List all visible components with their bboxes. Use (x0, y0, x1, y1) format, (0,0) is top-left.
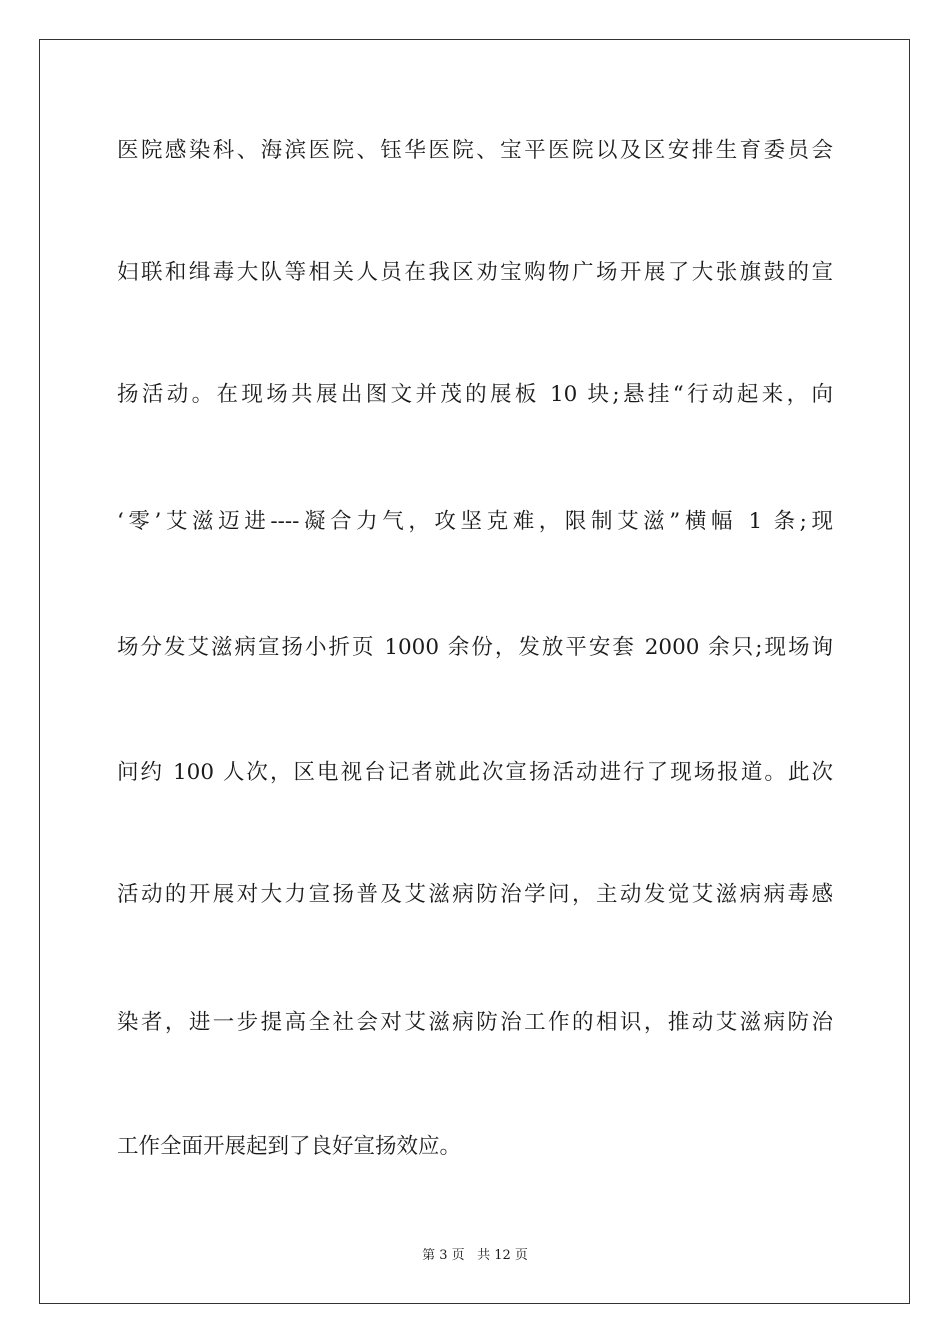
text-line: 医院感染科、海滨医院、钰华医院、宝平医院以及区安排生育委员会 (117, 138, 833, 163)
page-number: 第 3 页 (422, 1248, 465, 1263)
text-line: 扬活动。在现场共展出图文并茂的展板 10 块;悬挂“行动起来，向 (117, 382, 833, 407)
text-line: 工作全面开展起到了良好宣扬效应。 (117, 1134, 462, 1159)
page-total: 共 12 页 (477, 1248, 528, 1263)
text-line: 问约 100 人次，区电视台记者就此次宣扬活动进行了现场报道。此次 (117, 760, 833, 785)
text-line: 活动的开展对大力宣扬普及艾滋病防治学问，主动发觉艾滋病病毒感 (117, 882, 833, 907)
page-footer (0, 1247, 950, 1265)
text-line: 场分发艾滋病宣扬小折页 1000 余份，发放平安套 2000 余只;现场询 (117, 635, 833, 660)
text-line: 妇联和缉毒大队等相关人员在我区劝宝购物广场开展了大张旗鼓的宣 (117, 260, 833, 285)
text-line: 染者，进一步提高全社会对艾滋病防治工作的相识，推动艾滋病防治 (117, 1010, 833, 1035)
text-line: ‘零’艾滋迈进----凝合力气，攻坚克难，限制艾滋”横幅 1 条;现 (117, 509, 833, 534)
